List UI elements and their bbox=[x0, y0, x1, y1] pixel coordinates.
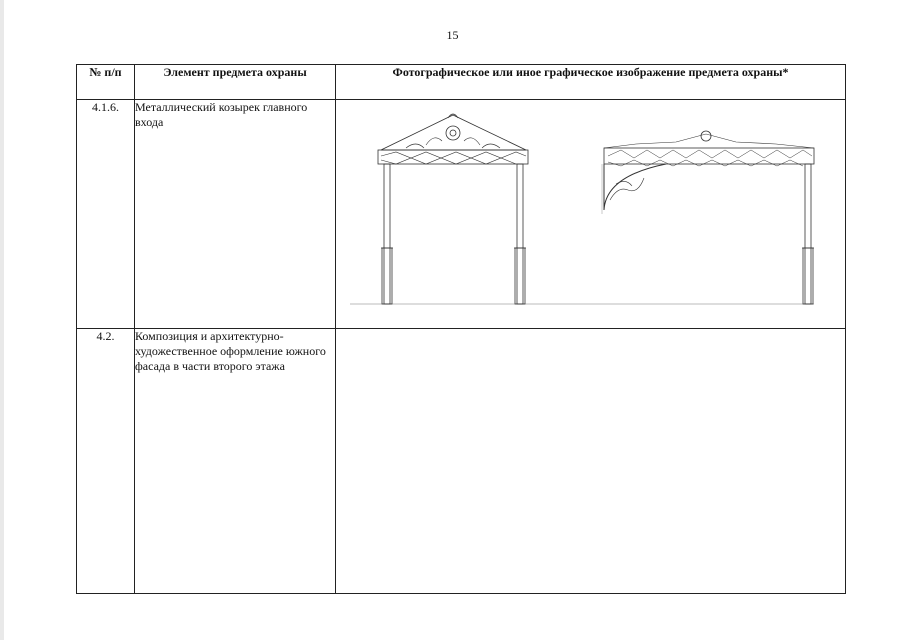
canopy-side-elevation bbox=[602, 131, 814, 304]
header-element: Элемент предмета охраны bbox=[135, 65, 336, 100]
table-row bbox=[77, 100, 846, 329]
row-element: Металлический козырек главного входа bbox=[135, 100, 336, 329]
row-element: Композиция и архитектурно-художественное оформление южного фасада в части второго этажа bbox=[135, 329, 336, 594]
header-image: Фотографическое или иное графическое изображение предмета охраны* bbox=[336, 65, 846, 100]
canopy-drawing bbox=[336, 100, 845, 328]
protection-table bbox=[76, 64, 846, 594]
row-num: 4.1.6. bbox=[77, 100, 135, 329]
page-number: 15 bbox=[446, 28, 459, 42]
row-num: 4.2. bbox=[77, 329, 135, 594]
canopy-front-elevation bbox=[378, 114, 528, 304]
table-row bbox=[77, 329, 846, 594]
row-image-cell bbox=[336, 100, 846, 329]
header-num: № п/п bbox=[77, 65, 135, 100]
row-image-cell-empty bbox=[336, 329, 846, 594]
table-header-row bbox=[77, 65, 846, 100]
scan-edge bbox=[0, 0, 4, 640]
